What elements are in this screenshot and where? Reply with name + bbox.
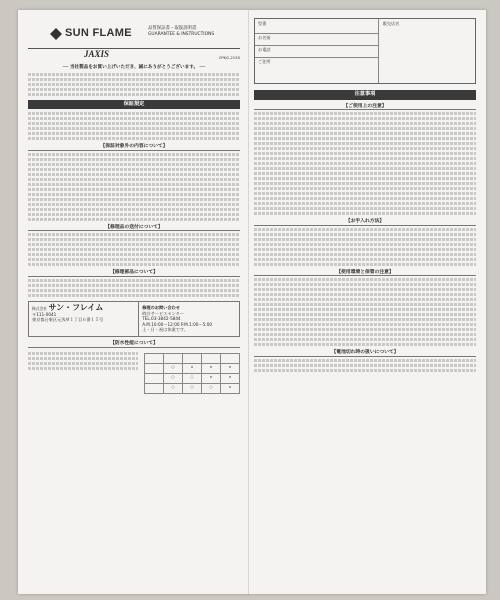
logo-text: SUN FLAME [65, 27, 132, 40]
text-block [28, 253, 240, 256]
text-block [254, 152, 476, 155]
text-block [28, 352, 138, 355]
text-block [254, 278, 476, 281]
text-block [28, 294, 240, 297]
water-resistance-table: ○ × × × ○ ○ × × ○ ○ ○ × [144, 353, 240, 394]
text-block [254, 318, 476, 321]
text-block [28, 198, 240, 201]
form-left-col [255, 19, 379, 83]
text-block [28, 127, 240, 130]
company-prefix: 株式会社 [32, 305, 48, 311]
text-block [254, 343, 476, 346]
section-shipping: 【修理品の送付について】 [28, 225, 240, 232]
text-block [28, 153, 240, 156]
text-block [254, 117, 476, 120]
left-page [28, 18, 240, 586]
text-block [254, 283, 476, 286]
fold-line [248, 10, 249, 594]
text-block [28, 203, 240, 206]
text-block [254, 308, 476, 311]
instruction-sheet [18, 10, 486, 594]
text-block [254, 132, 476, 135]
text-block [28, 208, 240, 211]
right-page [254, 18, 476, 586]
text-block [28, 183, 240, 186]
text-block [28, 88, 240, 91]
model-logo: JAXIS [84, 49, 110, 59]
text-block [254, 359, 476, 362]
company-box [28, 301, 240, 337]
doc-title-jp: 品質保証書・取扱説明書 [148, 26, 197, 31]
postal-code: 〒111-0041 [32, 311, 57, 317]
text-block [254, 207, 476, 210]
text-block [254, 177, 476, 180]
text-block [254, 364, 476, 367]
contact-info [138, 302, 239, 336]
text-block [254, 157, 476, 160]
logo-mark-icon [50, 28, 62, 40]
section-environment: 【使用環境と保管の注意】 [254, 270, 476, 277]
form-address-label: ご住所 [258, 59, 271, 64]
text-block [254, 202, 476, 205]
contact-phone: TEL.03-3842-5844 [142, 316, 181, 322]
text-block [254, 127, 476, 130]
text-block [28, 137, 240, 140]
text-block [254, 333, 476, 336]
text-block [254, 228, 476, 231]
text-block [254, 142, 476, 145]
text-block [28, 243, 240, 246]
text-block [254, 298, 476, 301]
text-block [254, 182, 476, 185]
text-block [254, 122, 476, 125]
text-block [28, 163, 240, 166]
text-block [28, 367, 138, 370]
text-block [28, 168, 240, 171]
section-water-resistance: 【防水性能について】 [28, 341, 240, 348]
company-name: サン・フレイム [48, 302, 104, 312]
section-battery: 【電池切れ時の扱いについて】 [254, 350, 476, 357]
text-block [254, 338, 476, 341]
text-block [28, 289, 240, 292]
section-exclusions: 【保証対象外の内容について】 [28, 144, 240, 151]
product-code: CPKG-2135 [218, 55, 240, 60]
form-model-label: 型番 [258, 21, 267, 26]
text-block [254, 258, 476, 261]
form-shop-label: 販売店名 [382, 21, 400, 26]
text-block [28, 93, 240, 96]
section-parts: 【修理部品について】 [28, 270, 240, 277]
text-block [28, 263, 240, 266]
text-block [28, 279, 240, 282]
text-block [254, 233, 476, 236]
text-block [28, 73, 240, 76]
company-address: 東京都台東区元浅草１丁目６番１５号 [32, 317, 104, 323]
text-block [254, 187, 476, 190]
text-block [28, 188, 240, 191]
text-block [254, 147, 476, 150]
text-block [254, 238, 476, 241]
text-block [28, 178, 240, 181]
text-block [28, 193, 240, 196]
text-block [28, 357, 138, 360]
text-block [254, 112, 476, 115]
company-info [29, 302, 138, 336]
text-block [254, 303, 476, 306]
form-name-label: お名前 [258, 35, 271, 40]
doc-title-en: GUARANTEE & INSTRUCTIONS [148, 32, 215, 37]
text-block [254, 243, 476, 246]
section-warranty-terms: 保証規定 [28, 100, 240, 110]
text-block [254, 192, 476, 195]
text-block [254, 197, 476, 200]
closed-days: 土・日・祝は休業です。 [142, 327, 188, 333]
section-care: 【お手入れ方法】 [254, 219, 476, 226]
text-block [254, 313, 476, 316]
text-block [254, 369, 476, 372]
business-hours: A.M.10:00〜12:00 P.M.1:00〜5:00 [142, 321, 213, 327]
text-block [28, 112, 240, 115]
text-block [254, 248, 476, 251]
text-block [254, 263, 476, 266]
text-block [28, 248, 240, 251]
text-block [254, 328, 476, 331]
text-block [28, 284, 240, 287]
section-notice: 注意事項 [254, 90, 476, 100]
text-block [254, 212, 476, 215]
text-block [254, 167, 476, 170]
text-block [28, 233, 240, 236]
greeting: ── 当社製品をお買い上げいただき、誠にありがとうございます。 ── [62, 65, 206, 70]
text-block [28, 122, 240, 125]
text-block [254, 288, 476, 291]
text-block [28, 173, 240, 176]
service-center: 時計サービスセンター [142, 310, 184, 316]
text-block [254, 323, 476, 326]
form-phone-label: お電話 [258, 47, 271, 52]
text-block [254, 293, 476, 296]
text-block [254, 253, 476, 256]
contact-title: 修理のお問い合わせ [142, 304, 180, 310]
text-block [28, 117, 240, 120]
text-block [28, 158, 240, 161]
warranty-form [254, 18, 476, 84]
text-block [28, 238, 240, 241]
text-block [254, 162, 476, 165]
text-block [28, 258, 240, 261]
text-block [28, 362, 138, 365]
brand-logo [50, 28, 132, 40]
text-block [28, 213, 240, 216]
text-block [254, 137, 476, 140]
text-block [28, 78, 240, 81]
header [28, 18, 240, 48]
text-block [28, 132, 240, 135]
text-block [28, 218, 240, 221]
section-usage: 【ご使用上の注意】 [254, 104, 476, 111]
doc-title [148, 26, 214, 38]
text-block [28, 83, 240, 86]
text-block [254, 172, 476, 175]
